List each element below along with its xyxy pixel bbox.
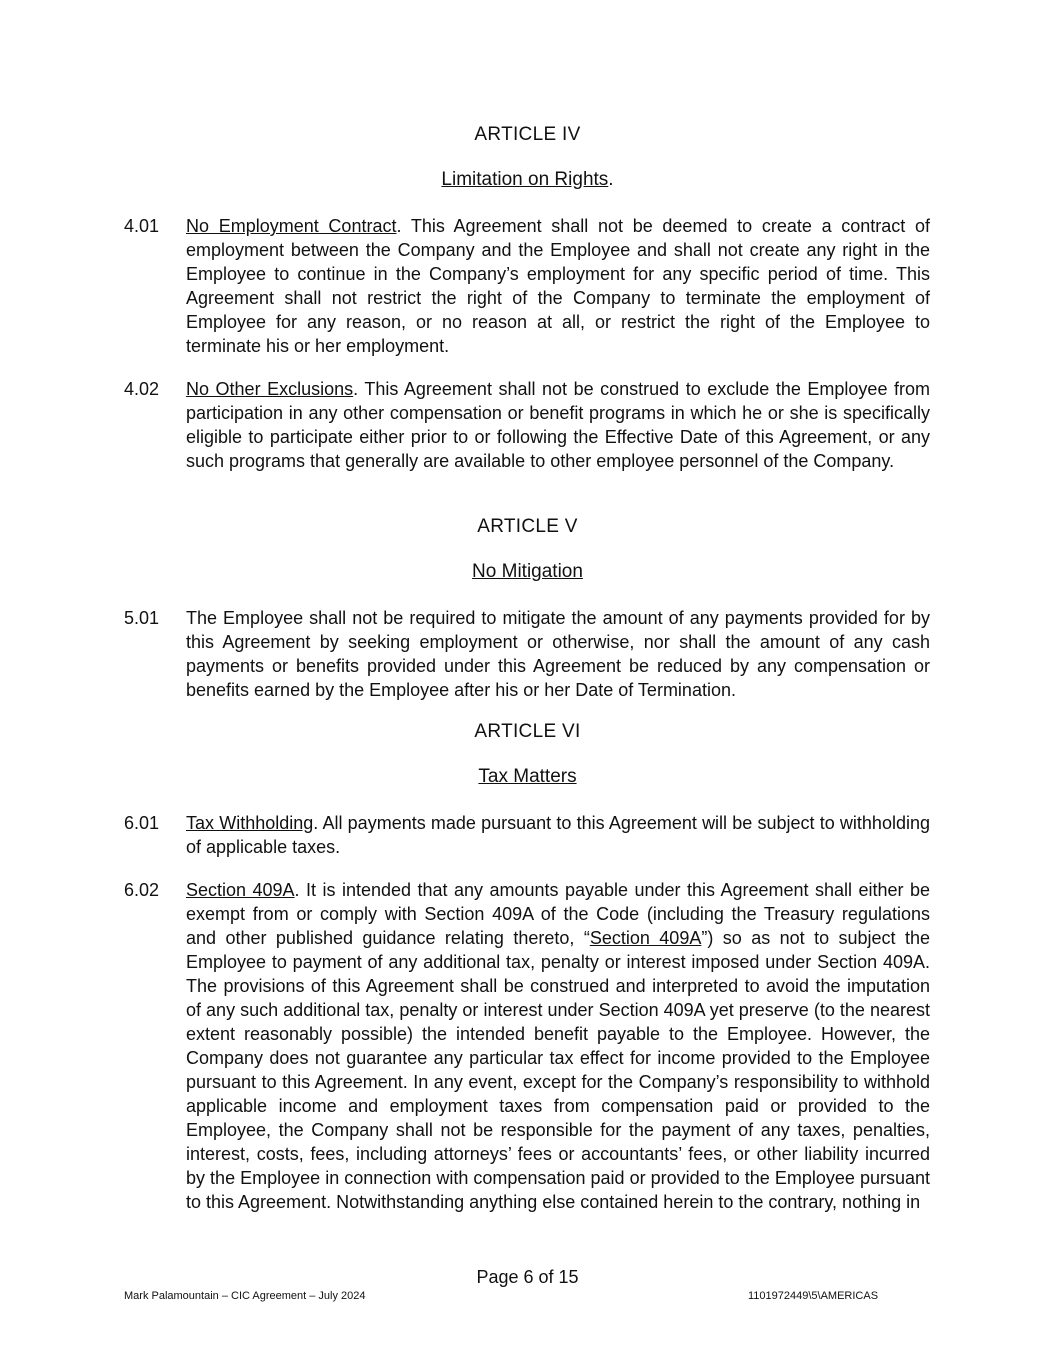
section-text: . This Agreement shall not be deemed to create a contract of employment between the Company and the Employee and shall not create any right in the Employee to continue in the Company’s employment for any specific period of time. This Agreement shall not restrict the right of the Company to terminate the employment of Employee for any reason, or no reason at all, or restrict the right of the Employee to terminate his or her employment.: [186, 216, 931, 356]
section-6-01: [124, 811, 930, 859]
section-title: No Employment Contract: [186, 216, 397, 236]
section-title: Section 409A: [186, 880, 295, 900]
section-4-01: [124, 214, 930, 358]
section-text: . All payments made pursuant to this Agreement will be subject to withholding of applicable taxes.: [186, 813, 930, 857]
section-4-02: [124, 377, 930, 473]
section-title: No Other Exclusions: [186, 379, 354, 399]
section-body: [186, 377, 930, 473]
article-v-subheading-text: No Mitigation: [472, 561, 583, 582]
section-body: [186, 811, 930, 859]
footer-document-title: Mark Palamountain – CIC Agreement – July 2024: [124, 1290, 366, 1302]
section-text-b: ”) so as not to subject the Employee to payment of any additional tax, penalty or interest imposed under Section 409A. The provisions of this Agreement shall be construed and interpreted to avoid the imputation of any such additional tax, penalty or interest under Section 409A yet preserve (to the nearest extent reasonably possible) the intended benefit payable to the Employee. However, the Company does not guarantee any particular tax effect for income provided to the Employee pursuant to this Agreement. In any event, except for the Company’s responsibility to withhold applicable income and employment taxes from compensation paid or provided to the Employee, the Company shall not be responsible for the payment of any taxes, penalties, interest, costs, fees, including attorneys’ fees or accountants’ fees, or other liability incurred by the Employee in connection with compensation paid or provided to the Employee pursuant to this Agreement. Notwithstanding anything else contained herein to the contrary, nothing in: [186, 928, 931, 1212]
article-iv-subheading-suffix: .: [608, 169, 614, 190]
article-iv-heading: ARTICLE IV: [474, 124, 581, 145]
section-text-a: . It is intended that any amounts payable under this Agreement shall either be exempt from or comply with Section 409A of the Code (including the Treasury regulations and other published guidance relating thereto, “: [186, 880, 930, 948]
article-vi-heading: ARTICLE VI: [474, 721, 581, 742]
section-number: 6.02: [124, 880, 160, 900]
article-v-heading: ARTICLE V: [477, 516, 578, 537]
section-number: 6.01: [124, 813, 160, 833]
article-vi-subheading: [0, 766, 1055, 788]
section-body: The Employee shall not be required to mitigate the amount of any payments provided for by this Agreement by seeking employment or otherwise, nor shall the amount of any cash payments or benefits provided under this Agreement be reduced by any compensation or benefits earned by the Employee after his or her Date of Termination.: [186, 608, 930, 700]
article-iv-subheading-text: Limitation on Rights: [441, 169, 609, 190]
section-text: . This Agreement shall not be construed to exclude the Employee from participation in any other compensation or benefit programs in which he or she is specifically eligible to participate either prior to or following the Effective Date of this Agreement, or any such programs that generally are available to other employee personnel of the Company.: [186, 379, 930, 471]
section-number: 4.02: [124, 379, 160, 399]
section-title: Tax Withholding: [186, 813, 314, 833]
section-body: [186, 878, 930, 1214]
article-iv-subheading: [0, 169, 1055, 191]
footer-document-id: 1101972449\5\AMERICAS: [748, 1290, 879, 1302]
defined-term: Section 409A: [589, 928, 702, 948]
section-body: [186, 214, 930, 358]
section-number: 5.01: [124, 608, 160, 628]
section-number: 4.01: [124, 216, 160, 236]
article-vi-subheading-text: Tax Matters: [478, 766, 577, 787]
section-5-01: [124, 606, 930, 702]
page-number: Page 6 of 15: [476, 1267, 579, 1287]
article-v-subheading: [0, 561, 1055, 583]
section-6-02: [124, 878, 930, 1214]
